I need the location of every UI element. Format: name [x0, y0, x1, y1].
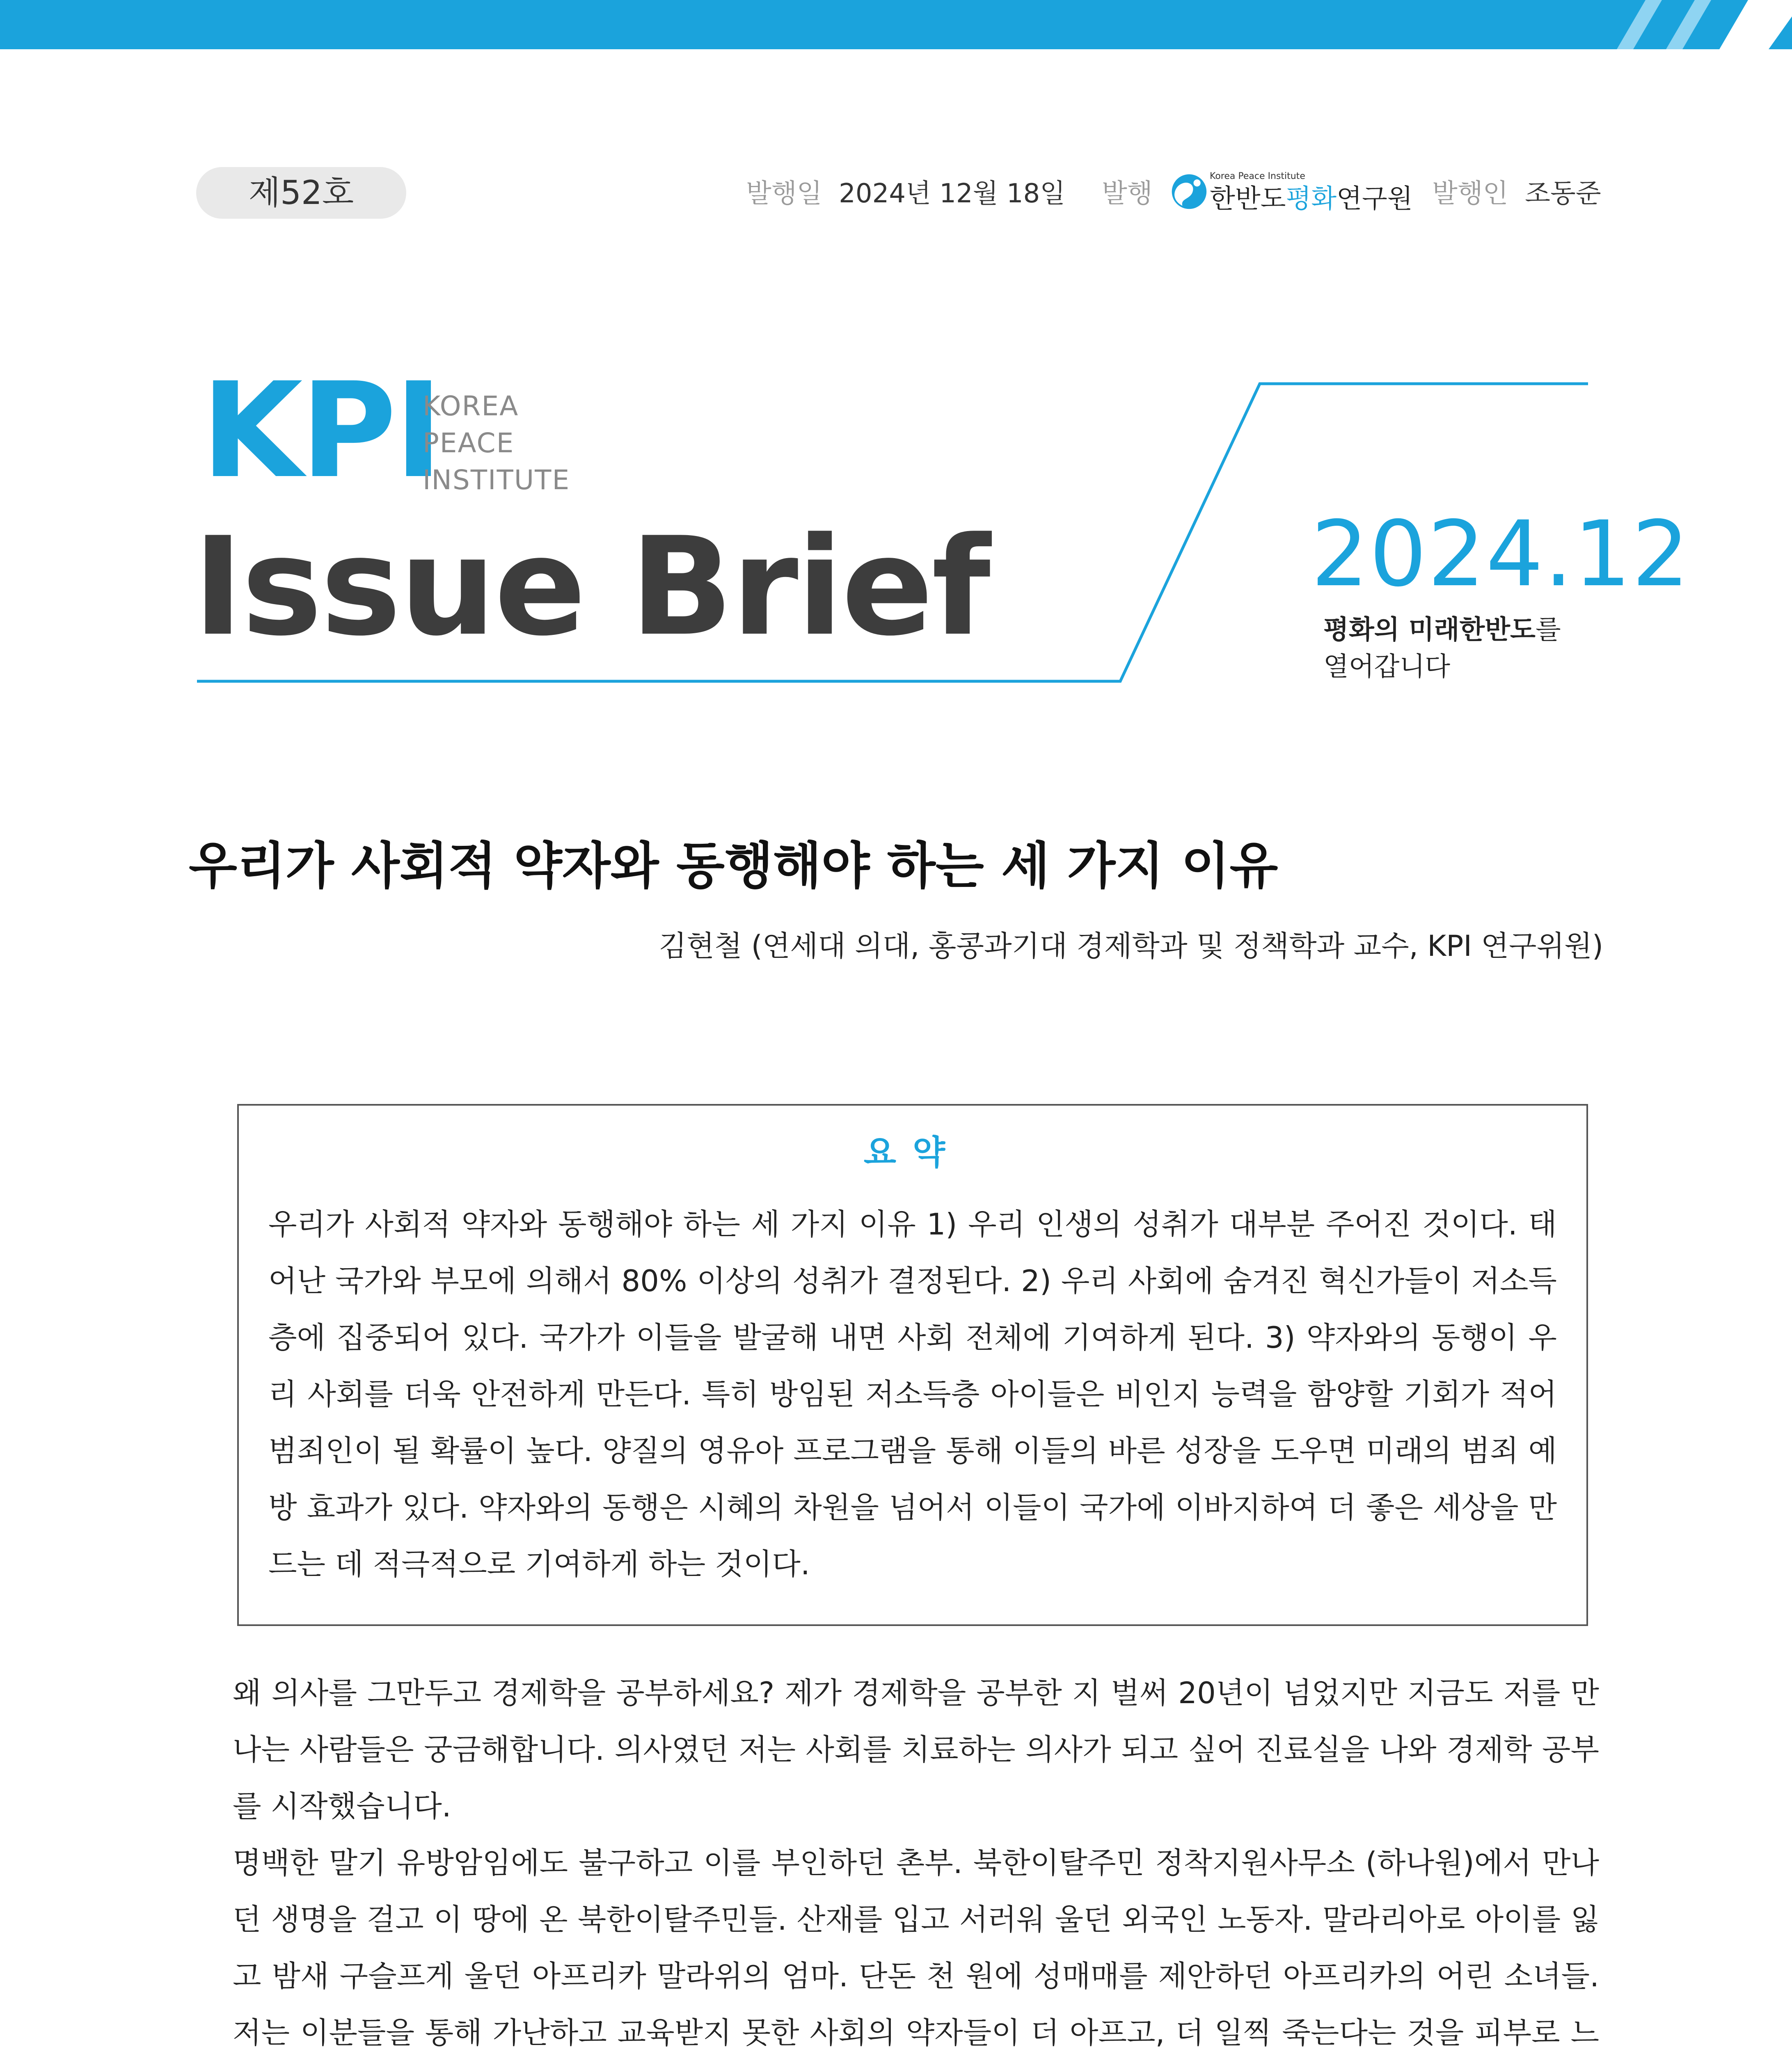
summary-box: [237, 1104, 1588, 1626]
publisher-name-kr: [1210, 183, 1413, 215]
publisher-name-kr-1: 한반도: [1210, 184, 1286, 214]
publisher-person-value: 조동준: [1525, 179, 1601, 209]
issue-header: [0, 158, 1792, 224]
publisher-label-wrap: [1102, 175, 1153, 212]
publisher-name-kr-2: 연구원: [1337, 184, 1413, 214]
top-decorative-band: [0, 0, 1792, 49]
issue-number-badge: 제52호: [196, 167, 406, 219]
peace-institute-logo-icon: [1169, 171, 1208, 211]
publisher-name-kr-accent: 평화: [1286, 184, 1337, 214]
slogan-line-2: 열어갑니다: [1323, 652, 1451, 682]
slogan-suffix: 를: [1535, 615, 1561, 645]
publisher-name-en: Korea Peace Institute: [1210, 171, 1305, 181]
slogan: [1323, 611, 1561, 685]
publisher-person-label: 발행인: [1432, 179, 1508, 209]
kpi-subtitle-line-2: PEACE: [423, 427, 515, 459]
summary-heading: 요약: [863, 1133, 962, 1172]
publish-date: [746, 175, 1065, 212]
publish-date-label: 발행일: [746, 179, 822, 209]
publisher-logo: [1169, 167, 1413, 220]
publisher-person: [1432, 175, 1601, 212]
series-title: Issue Brief: [193, 508, 989, 666]
body-paragraph-2: 명백한 말기 유방암임에도 불구하고 이를 부인하던 촌부. 북한이탈주민 정착지원사무소 (하나원)에서 만나던 생명을 걸고 이 땅에 온 북한이탈주민들. 산재를 입고 서러워 울던 외국인 노동자. 말라리아로 아이를 잃고 밤새 구슬프게 울던 아프리카 말라위의 엄마. 단돈 천 원에 성매매를 제안하던 아프리카의 어린 소녀들. 저는 이분들을 통해 가난하고 교육받지 못한 사회의 약자들이 더 아프고, 더 일찍 죽는다는 것을 피부로 느: [233, 1846, 1599, 2050]
article-title: 우리가 사회적 약자와 동행해야 하는 세 가지 이유: [189, 837, 1278, 895]
kpi-logo-subtitle: [423, 388, 570, 499]
publish-date-value: 2024년 12월 18일: [839, 179, 1066, 209]
issue-date-large: 2024.12: [1311, 502, 1690, 607]
kpi-subtitle-line-1: KOREA: [423, 390, 519, 422]
body-paragraph-1: 왜 의사를 그만두고 경제학을 공부하세요? 제가 경제학을 공부한 지 벌써 20년이 넘었지만 지금도 저를 만나는 사람들은 궁금해합니다. 의사였던 저는 사회를 치료하는 의사가 되고 싶어 진료실을 나와 경제학 공부를 시작했습니다.: [233, 1676, 1599, 1823]
summary-text: 우리가 사회적 약자와 동행해야 하는 세 가지 이유 1) 우리 인생의 성취가 대부분 주어진 것이다. 태어난 국가와 부모에 의해서 80% 이상의 성취가 결정된다. 2) 우리 사회에 숨겨진 혁신가들이 저소득층에 집중되어 있다. 국가가 이들을 발굴해 내면 사회 전체에 기여하게 된다. 3) 약자와의 동행이 우리 사회를 더욱 안전하게 만든다. 특히 방임된 저소득층 아이들은 비인지 능력을 함양할 기회가 적어 범죄인이 될 확률이 높다. 양질의 영유아 프로그램을 통해 이들의 바른 성장을 도우면 미래의 범죄 예방 효과가 있다. 약자와의 동행은 시혜의 차원을 넘어서 이들이 국가에 이바지하여 더 좋은 세상을 만드는 데 적극적으로 기여하게 하는 것이다.: [268, 1207, 1557, 1581]
kpi-subtitle-line-3: INSTITUTE: [423, 464, 570, 496]
article-author: 김현철 (연세대 의대, 홍콩과기대 경제학과 및 정책학과 교수, KPI 연구위원): [659, 929, 1603, 963]
publisher-label: 발행: [1102, 179, 1153, 209]
slogan-bold: 평화의 미래한반도: [1323, 615, 1536, 645]
kpi-logo-text: KPI: [201, 355, 441, 507]
